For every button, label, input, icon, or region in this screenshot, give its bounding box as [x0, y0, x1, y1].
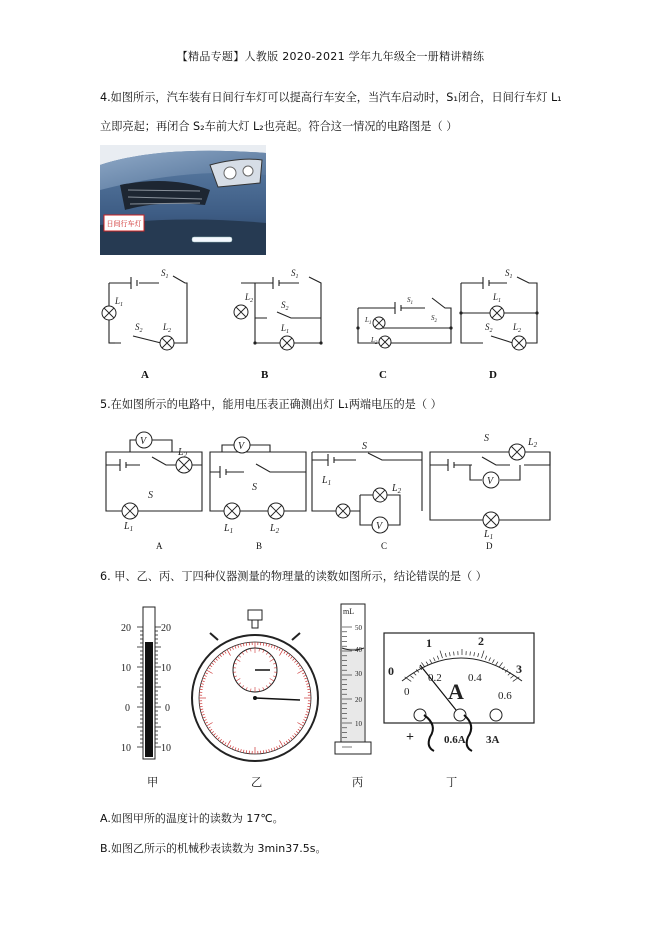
svg-text:S2: $S_2$	[431, 314, 437, 324]
page-header: 【精品专题】人教版 2020-2021 学年九年级全一册精讲精练	[176, 50, 485, 63]
q4-option-b: B	[261, 369, 269, 381]
svg-text:30: 30	[355, 670, 362, 678]
svg-text:20: 20	[161, 623, 171, 634]
svg-text:S2: $S_2$	[485, 322, 493, 334]
q5-option-c: C	[381, 541, 388, 551]
svg-text:L1: $L_1$	[124, 521, 134, 533]
svg-text:L1: $L_1$	[224, 523, 234, 535]
svg-text:0.4: 0.4	[468, 672, 482, 684]
q6-answer-b: B.如图乙所示的机械秒表读数为 3min37.5s。	[100, 842, 327, 855]
q4-option-d: D	[489, 369, 497, 381]
svg-text:10: 10	[121, 663, 131, 674]
svg-text:L2: $L_2$	[163, 322, 172, 334]
q5-option-d: D	[486, 541, 493, 551]
q6-question: 6. 甲、乙、丙、丁四种仪器测量的物理量的读数如图所示，结论错误的是（ ）	[100, 570, 487, 583]
svg-text:L2: $L_2$	[392, 483, 402, 495]
svg-text:10: 10	[161, 743, 171, 754]
svg-text:20: 20	[121, 623, 131, 634]
q4-line1: 4.如图所示，汽车装有日间行车灯可以提高行车安全，当汽车启动时，S₁闭合，日间行车灯 L₁	[100, 91, 562, 104]
svg-text:0: 0	[404, 686, 410, 698]
svg-text:0: 0	[165, 703, 170, 714]
svg-text:S: S	[252, 482, 257, 493]
svg-text:L1: $L_1$	[281, 323, 290, 335]
ammeter-figure	[380, 625, 540, 755]
svg-text:10: 10	[121, 743, 131, 754]
svg-text:L2: $L_2$	[178, 447, 188, 459]
thermometer-figure	[115, 605, 185, 765]
caption-ding: 丁	[446, 776, 458, 789]
svg-text:L2: $L_2$	[371, 336, 378, 346]
svg-text:L1: $L_1$	[365, 316, 372, 326]
svg-text:S: S	[362, 441, 367, 452]
q5-option-a: A	[156, 541, 163, 551]
svg-text:0: 0	[388, 664, 394, 678]
q4-circuits	[95, 268, 555, 363]
svg-text:3A: 3A	[486, 734, 500, 746]
svg-text:L1: $L_1$	[115, 296, 124, 308]
svg-text:V: V	[140, 436, 147, 447]
svg-text:S: S	[148, 490, 153, 501]
svg-text:0.2: 0.2	[428, 672, 442, 684]
svg-text:0.6A: 0.6A	[444, 734, 466, 746]
q6-answer-a: A.如图甲所的温度计的读数为 17℃。	[100, 812, 284, 825]
stopwatch-figure	[190, 608, 320, 763]
q5-question: 5.在如图所示的电路中，能用电压表正确测出灯 L₁两端电压的是（ ）	[100, 398, 442, 411]
caption-bing: 丙	[352, 776, 364, 789]
svg-text:L2: $L_2$	[245, 292, 254, 304]
svg-text:V: V	[238, 441, 245, 452]
svg-text:mL: mL	[343, 607, 355, 616]
svg-text:10: 10	[161, 663, 171, 674]
caption-jia: 甲	[147, 776, 159, 789]
svg-text:S: S	[484, 433, 489, 444]
q4-line2: 立即亮起；再闭合 S₂车前大灯 L₂也亮起。符合这一情况的电路图是（ ）	[100, 120, 458, 133]
svg-text:S1: $S_1$	[161, 268, 169, 280]
svg-text:50: 50	[355, 624, 362, 632]
svg-text:L1: $L_1$	[493, 292, 502, 304]
car-photo	[100, 145, 266, 255]
q4-option-a: A	[141, 369, 149, 381]
svg-text:L2: $L_2$	[270, 523, 280, 535]
meter-unit: A	[448, 679, 464, 704]
photo-badge: 日间行车灯	[106, 220, 142, 228]
q5-circuits	[100, 425, 560, 540]
svg-text:V: V	[487, 476, 494, 487]
svg-text:S1: $S_1$	[291, 268, 299, 280]
svg-text:40: 40	[355, 646, 362, 654]
caption-yi: 乙	[251, 776, 263, 789]
q5-option-b: B	[256, 541, 263, 551]
svg-text:0.6: 0.6	[498, 690, 512, 702]
svg-text:L1: $L_1$	[322, 475, 332, 487]
cylinder-figure	[325, 600, 375, 760]
svg-text:+: +	[406, 730, 414, 745]
svg-text:2: 2	[478, 634, 484, 648]
svg-text:1: 1	[426, 636, 432, 650]
svg-text:S2: $S_2$	[135, 322, 143, 334]
svg-text:S2: $S_2$	[281, 300, 289, 312]
svg-text:0: 0	[125, 703, 130, 714]
q4-option-c: C	[379, 369, 387, 381]
svg-text:10: 10	[355, 720, 362, 728]
svg-text:20: 20	[355, 696, 362, 704]
svg-text:L1: $L_1$	[484, 529, 494, 540]
svg-text:L2: $L_2$	[528, 437, 538, 449]
svg-text:S1: $S_1$	[407, 296, 413, 306]
svg-text:V: V	[376, 521, 383, 532]
svg-text:3: 3	[516, 662, 522, 676]
svg-text:S1: $S_1$	[505, 268, 513, 280]
svg-text:L2: $L_2$	[513, 322, 522, 334]
